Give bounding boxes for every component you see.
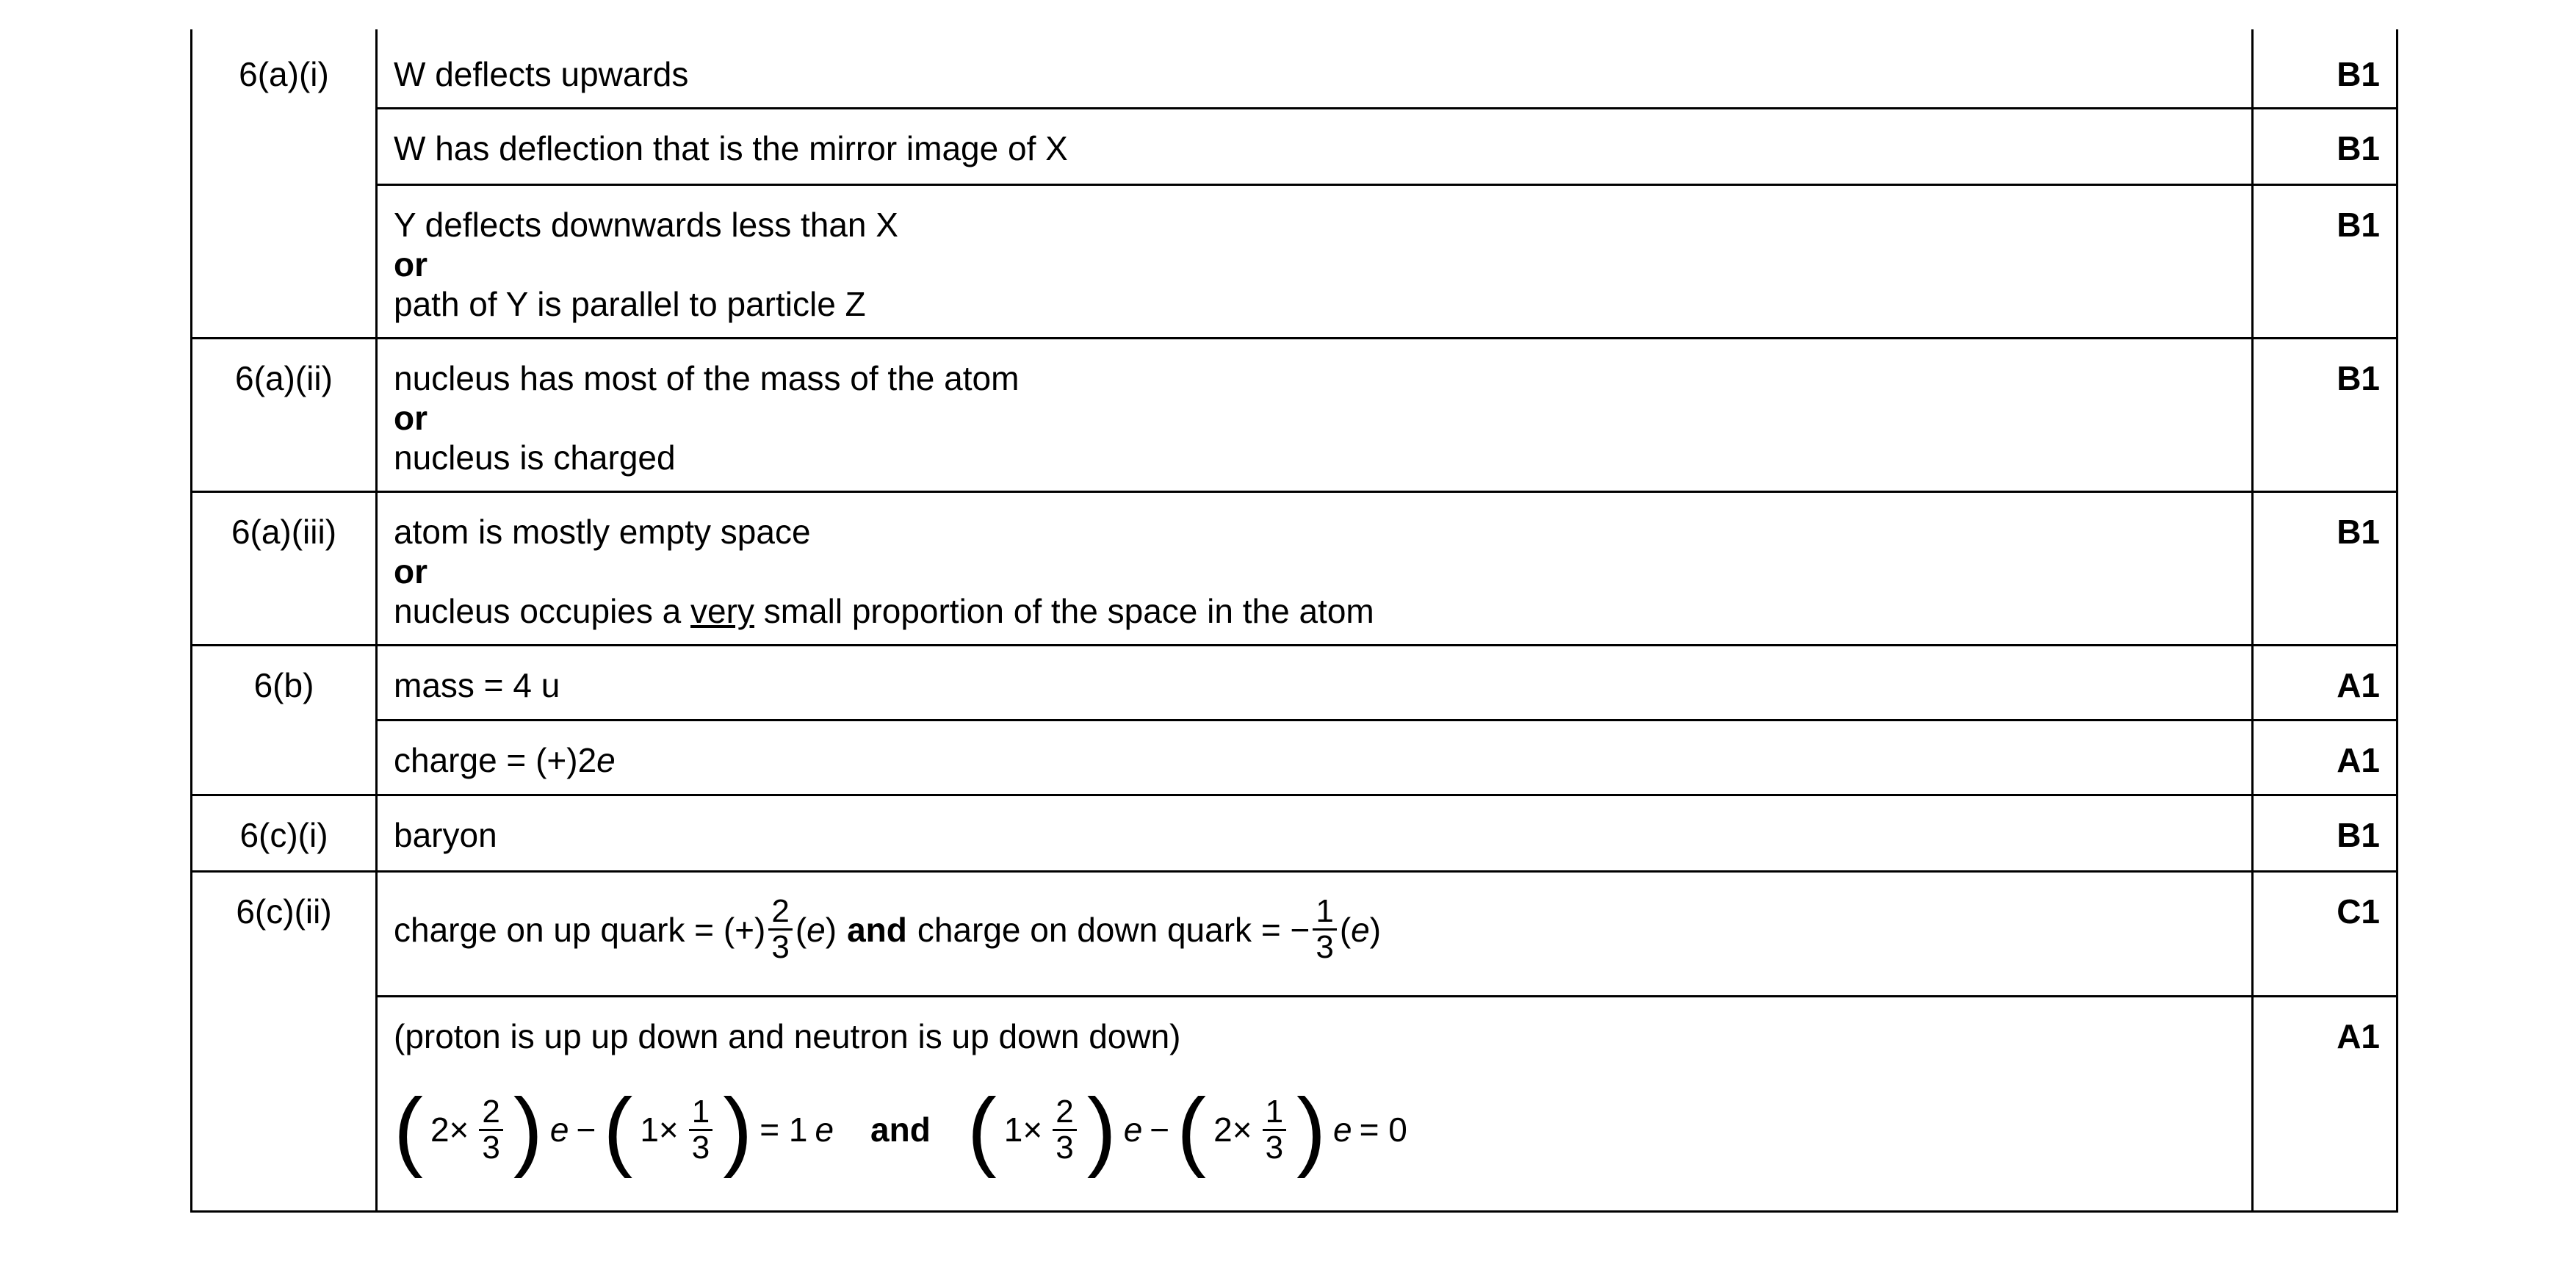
answer-cell: [377, 185, 2253, 339]
table-row: [192, 109, 2398, 185]
or-label: or: [394, 552, 427, 591]
fraction-denominator: 3: [1316, 929, 1334, 965]
bracket: (: [795, 910, 807, 949]
answer-text: nucleus occupies a: [394, 592, 691, 630]
fraction: [768, 895, 792, 964]
math-operator: −: [1150, 1110, 1170, 1149]
answer-text: small proportion of the space in the atom: [754, 592, 1374, 630]
bracket: (: [603, 1080, 633, 1179]
question-number: 6(a)(ii): [192, 339, 377, 492]
mark-cell: B1: [2253, 29, 2398, 109]
mark-cell: A1: [2253, 721, 2398, 795]
table-row: [192, 997, 2398, 1212]
answer-cell: [377, 872, 2253, 997]
mark-cell: B1: [2253, 492, 2398, 646]
answer-text: charge = (+)2: [394, 741, 597, 779]
table-row: [192, 29, 2398, 109]
fraction: [1053, 1095, 1076, 1165]
charge-symbol: e: [1351, 910, 1370, 949]
answer-cell: [377, 339, 2253, 492]
answer-line: (proton is up up down and neutron is up down down): [394, 1017, 1181, 1055]
question-number: 6(a)(iii): [192, 492, 377, 646]
answer-cell: [377, 997, 2253, 1212]
math-term: 2×: [430, 1110, 469, 1149]
fraction: [1313, 895, 1336, 964]
math-result: = 1: [760, 1110, 808, 1149]
charge-symbol: e: [1123, 1110, 1143, 1149]
and-label: and: [847, 910, 907, 949]
fraction: [1263, 1095, 1286, 1165]
bracket: (: [1339, 910, 1352, 949]
charge-symbol: e: [807, 910, 826, 949]
equation-line: [394, 1080, 2235, 1179]
bracket: (: [967, 1080, 997, 1179]
answer-text: charge on down quark = −: [917, 910, 1310, 949]
bracket: (: [1177, 1080, 1207, 1179]
mark-cell: B1: [2253, 795, 2398, 872]
fraction-numerator: 2: [1053, 1095, 1076, 1131]
charge-symbol: e: [815, 1110, 834, 1149]
table-row: [192, 185, 2398, 339]
table-row: [192, 872, 2398, 997]
bracket: (: [394, 1080, 423, 1179]
answer-cell: [377, 721, 2253, 795]
fraction-numerator: 1: [1313, 895, 1336, 931]
mark-cell: B1: [2253, 185, 2398, 339]
fraction-denominator: 3: [1056, 1129, 1074, 1166]
math-term: 1×: [1003, 1110, 1043, 1149]
mark-scheme-table: [190, 29, 2398, 1213]
answer-line: nucleus is charged: [394, 438, 676, 477]
question-number: 6(c)(ii): [192, 872, 377, 1212]
answer-line: path of Y is parallel to particle Z: [394, 285, 866, 323]
bracket: ): [1296, 1080, 1327, 1179]
fraction-denominator: 3: [1265, 1129, 1284, 1166]
fraction: [479, 1095, 502, 1165]
charge-symbol: e: [596, 741, 616, 779]
fraction-denominator: 3: [482, 1129, 500, 1166]
fraction-denominator: 3: [771, 929, 790, 965]
fraction-numerator: 1: [1263, 1095, 1286, 1131]
math-term: 1×: [640, 1110, 679, 1149]
fraction-numerator: 2: [768, 895, 792, 931]
charge-symbol: e: [1333, 1110, 1352, 1149]
bracket: ): [513, 1080, 543, 1179]
bracket: ): [825, 910, 837, 949]
answer-line: Y deflects downwards less than X: [394, 206, 898, 244]
math-operator: −: [576, 1110, 596, 1149]
answer-text: charge on up quark = (+): [394, 910, 766, 949]
answer-cell: mass = 4 u: [377, 646, 2253, 721]
table-row: [192, 646, 2398, 721]
bracket: ): [1086, 1080, 1116, 1179]
table-row: [192, 339, 2398, 492]
mark-cell: A1: [2253, 997, 2398, 1212]
fraction: [689, 1095, 712, 1165]
fraction-numerator: 1: [689, 1095, 712, 1131]
or-label: or: [394, 399, 427, 437]
question-number: 6(a)(i): [192, 29, 377, 339]
math-result: = 0: [1359, 1110, 1407, 1149]
answer-line: atom is mostly empty space: [394, 513, 811, 551]
table-row: [192, 795, 2398, 872]
answer-line: [394, 591, 2235, 631]
or-label: or: [394, 245, 427, 284]
table-row: [192, 492, 2398, 646]
answer-cell: [377, 492, 2253, 646]
fraction-denominator: 3: [691, 1129, 710, 1166]
mark-cell: B1: [2253, 339, 2398, 492]
answer-cell: baryon: [377, 795, 2253, 872]
math-term: 2×: [1213, 1110, 1252, 1149]
table-row: [192, 721, 2398, 795]
and-label: and: [870, 1110, 931, 1149]
underlined-word: very: [690, 592, 754, 630]
mark-cell: A1: [2253, 646, 2398, 721]
mark-cell: B1: [2253, 109, 2398, 185]
bracket: ): [723, 1080, 753, 1179]
answer-cell: W has deflection that is the mirror image of X: [377, 109, 2253, 185]
question-number: 6(c)(i): [192, 795, 377, 872]
answer-line: nucleus has most of the mass of the atom: [394, 359, 1020, 397]
question-number: 6(b): [192, 646, 377, 795]
charge-symbol: e: [549, 1110, 569, 1149]
bracket: ): [1369, 910, 1382, 949]
answer-cell: W deflects upwards: [377, 29, 2253, 109]
mark-cell: C1: [2253, 872, 2398, 997]
fraction-numerator: 2: [479, 1095, 502, 1131]
